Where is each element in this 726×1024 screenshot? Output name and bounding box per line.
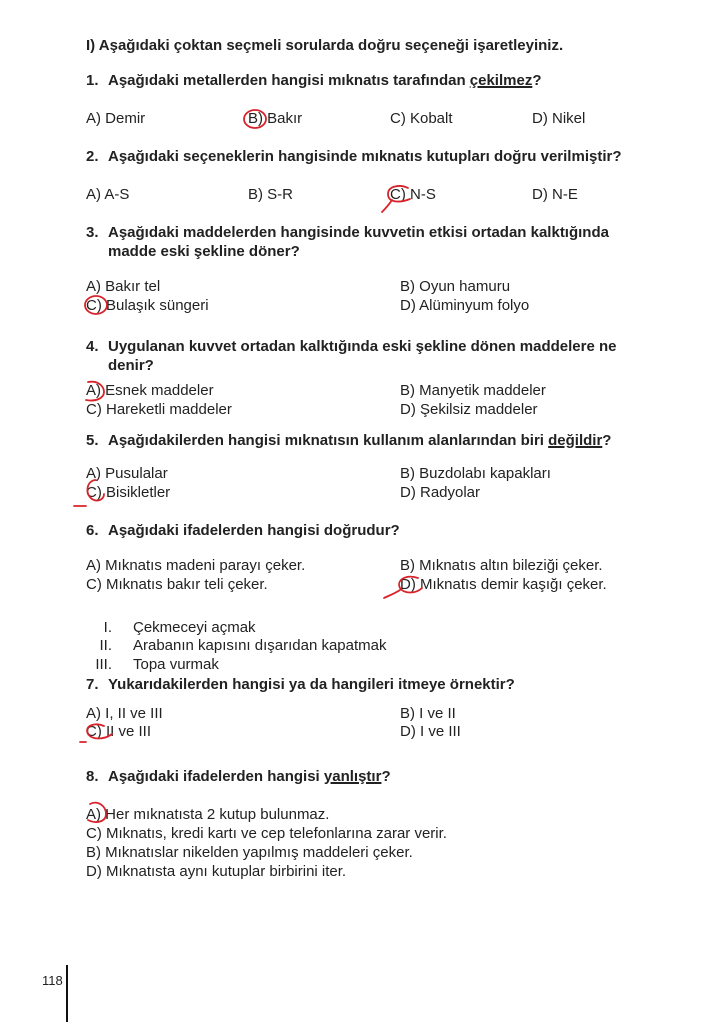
- question-number: 5.: [86, 432, 99, 449]
- question-1-text: Aşağıdaki metallerden hangisi mıknatıs tarafından çekilmez?: [108, 72, 542, 89]
- statement-text: Arabanın kapısını dışarıdan kapatmak: [133, 637, 387, 654]
- option[interactable]: D) Radyolar: [400, 484, 481, 501]
- option[interactable]: C) Bisikletler: [86, 484, 171, 501]
- option[interactable]: A) Mıknatıs madeni parayı çeker.: [86, 557, 306, 574]
- statement-text: Topa vurmak: [133, 656, 219, 673]
- question-5-text: Aşağıdakilerden hangisi mıknatısın kullanım alanlarından biri değildir?: [108, 432, 612, 449]
- option[interactable]: D) Mıknatısta aynı kutuplar birbirini iter.: [86, 863, 347, 880]
- option[interactable]: C) Hareketli maddeler: [86, 401, 232, 418]
- answer-circle: [85, 296, 107, 314]
- question-7-text: Yukarıdakilerden hangisi ya da hangileri itmeye örnektir?: [108, 676, 515, 693]
- question-2-text: Aşağıdaki seçeneklerin hangisinde mıknatıs kutupları doğru verilmiştir?: [108, 148, 622, 165]
- question-4-text-line1: Uygulanan kuvvet ortadan kalktığında eski şekline dönen maddelere ne: [108, 338, 617, 355]
- option[interactable]: B) Buzdolabı kapakları: [400, 465, 551, 482]
- statement-numeral: I.: [103, 619, 112, 636]
- option[interactable]: A) A-S: [86, 186, 130, 203]
- option[interactable]: B) I ve II: [400, 705, 456, 722]
- option[interactable]: D) Alüminyum folyo: [400, 297, 530, 314]
- option[interactable]: C) Mıknatıs bakır teli çeker.: [86, 576, 268, 593]
- page-number: 118: [42, 973, 63, 988]
- statement-numeral: III.: [95, 656, 112, 673]
- option[interactable]: C) N-S: [390, 186, 436, 203]
- question-3-text-line1: Aşağıdaki maddelerden hangisinde kuvvetin etkisi ortadan kalktığında: [108, 224, 609, 241]
- answer-circle: [384, 577, 422, 598]
- option[interactable]: B) Mıknatıs altın bileziği çeker.: [400, 557, 603, 574]
- question-number: 2.: [86, 148, 99, 165]
- option[interactable]: A) Esnek maddeler: [86, 382, 214, 399]
- option[interactable]: A) Demir: [86, 110, 146, 127]
- answer-circle: [80, 724, 112, 742]
- option[interactable]: D) I ve III: [400, 723, 461, 740]
- answer-circle: [88, 803, 106, 822]
- option[interactable]: B) Bakır: [248, 110, 303, 127]
- question-number: 6.: [86, 522, 99, 539]
- answer-circle: [382, 186, 410, 212]
- option[interactable]: B) Mıknatıslar nikelden yapılmış maddeleri çeker.: [86, 844, 413, 861]
- question-6-text: Aşağıdaki ifadelerden hangisi doğrudur?: [108, 522, 400, 539]
- statement-numeral: II.: [99, 637, 112, 654]
- section-heading: I) Aşağıdaki çoktan seçmeli sorularda doğru seçeneği işaretleyiniz.: [86, 37, 564, 54]
- option[interactable]: B) Oyun hamuru: [400, 278, 511, 295]
- option[interactable]: A) Pusulalar: [86, 465, 168, 482]
- option[interactable]: A) Her mıknatısta 2 kutup bulunmaz.: [86, 806, 330, 823]
- answer-circle: [244, 110, 266, 128]
- option[interactable]: A) Bakır tel: [86, 278, 161, 295]
- option[interactable]: B) S-R: [248, 186, 293, 203]
- option[interactable]: D) Mıknatıs demir kaşığı çeker.: [400, 576, 607, 593]
- question-number: 3.: [86, 224, 99, 241]
- question-number: 4.: [86, 338, 99, 355]
- option[interactable]: C) Mıknatıs, kredi kartı ve cep telefonlarına zarar verir.: [86, 825, 447, 842]
- option[interactable]: B) Manyetik maddeler: [400, 382, 546, 399]
- option[interactable]: D) Şekilsiz maddeler: [400, 401, 538, 418]
- statement-text: Çekmeceyi açmak: [133, 619, 256, 636]
- option[interactable]: D) N-E: [532, 186, 578, 203]
- question-4-text-line2: denir?: [108, 357, 154, 374]
- option[interactable]: D) Nikel: [532, 110, 586, 127]
- answer-circle: [86, 382, 104, 401]
- question-3-text-line2: madde eski şekline döner?: [108, 243, 300, 260]
- question-number: 1.: [86, 72, 99, 89]
- option[interactable]: C) II ve III: [86, 723, 152, 740]
- option[interactable]: C) Kobalt: [390, 110, 453, 127]
- answer-circle: [74, 480, 104, 506]
- question-number: 7.: [86, 676, 99, 693]
- option[interactable]: A) I, II ve III: [86, 705, 163, 722]
- question-8-text: Aşağıdaki ifadelerden hangisi yanlıştır?: [108, 768, 391, 785]
- question-number: 8.: [86, 768, 99, 785]
- option[interactable]: C) Bulaşık süngeri: [86, 297, 209, 314]
